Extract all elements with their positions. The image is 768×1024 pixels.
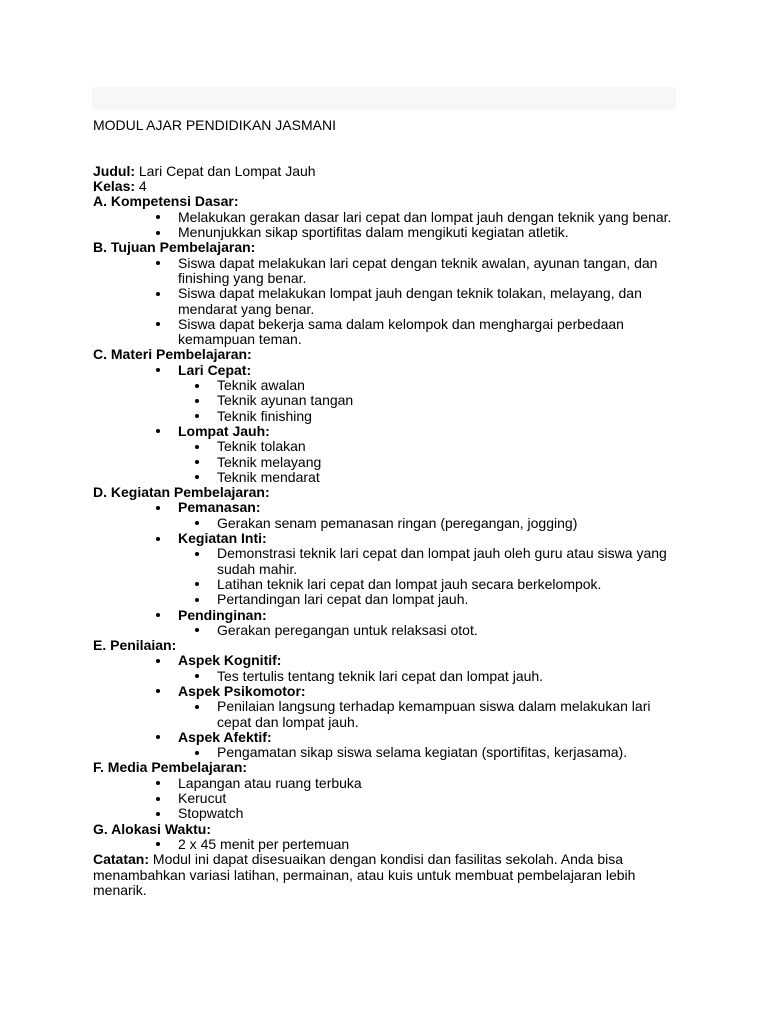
list-item: Stopwatch [178,806,683,821]
list-item: Gerakan senam pemanasan ringan (peregangan, jogging) [217,516,683,531]
list-item [178,684,683,730]
judul-value: Lari Cepat dan Lompat Jauh [135,162,316,179]
list-item: Demonstrasi teknik lari cepat dan lompat jauh oleh guru atau siswa yang sudah mahir. [217,546,683,577]
list-item: Siswa dapat melakukan lari cepat dengan teknik awalan, ayunan tangan, dan finishing yang benar. [178,256,683,287]
list-item: Latihan teknik lari cepat dan lompat jauh secara berkelompok. [217,577,683,592]
section-heading-tujuan: B. Tujuan Pembelajaran: [93,239,256,256]
inti-list [217,546,683,607]
psikomotor-label: Aspek Psikomotor: [178,682,306,699]
kompetensi-list [178,210,683,241]
list-item: Teknik tolakan [217,439,683,454]
psikomotor-list [217,699,683,730]
list-item: 2 x 45 menit per pertemuan [178,837,683,852]
pemanasan-list [217,516,683,531]
afektif-label: Aspek Afektif: [178,728,272,745]
list-item [178,531,683,607]
list-item [178,608,683,639]
kelas-line [93,179,683,194]
catatan-text: Modul ini dapat disesuaikan dengan kondisi dan fasilitas sekolah. Anda bisa menambahkan variasi latihan, permainan, atau kuis untuk membuat pembelajaran lebih menarik. [93,851,636,898]
inti-label: Kegiatan Inti: [178,530,267,547]
list-item: Siswa dapat melakukan lompat jauh dengan teknik tolakan, melayang, dan mendarat yang benar. [178,286,683,317]
list-item: Teknik awalan [217,378,683,393]
materi-list [178,363,683,485]
list-item [178,424,683,485]
list-item [178,730,683,761]
list-item [178,653,683,684]
section-heading-penilaian: E. Penilaian: [93,637,177,654]
judul-line [93,164,683,179]
materi-lompat-label: Lompat Jauh: [178,422,270,439]
kegiatan-list [178,500,683,638]
list-item: Pengamatan sikap siswa selama kegiatan (sportifitas, kerjasama). [217,745,683,760]
kognitif-list [217,669,683,684]
list-item: Penilaian langsung terhadap kemampuan siswa dalam melakukan lari cepat dan lompat jauh. [217,699,683,730]
section-heading-alokasi: G. Alokasi Waktu: [93,820,211,837]
section-heading-media: F. Media Pembelajaran: [93,759,248,776]
kelas-label: Kelas: [93,178,136,195]
list-item: Melakukan gerakan dasar lari cepat dan lompat jauh dengan teknik yang benar. [178,210,683,225]
section-heading-kompetensi: A. Kompetensi Dasar: [93,193,239,210]
materi-lari-label: Lari Cepat: [178,361,252,378]
pendinginan-label: Pendinginan: [178,606,267,623]
list-item: Pertandingan lari cepat dan lompat jauh. [217,592,683,607]
document-title: MODUL AJAR PENDIDIKAN JASMANI [93,117,336,133]
section-heading-materi: C. Materi Pembelajaran: [93,346,252,363]
afektif-list [217,745,683,760]
list-item: Teknik ayunan tangan [217,393,683,408]
document-content [93,118,683,898]
judul-label: Judul: [93,162,135,179]
document-header-bar [92,87,676,110]
list-item: Menunjukkan sikap sportifitas dalam mengikuti kegiatan atletik. [178,225,683,240]
list-item: Tes tertulis tentang teknik lari cepat dan lompat jauh. [217,669,683,684]
catatan-paragraph [93,852,653,898]
list-item: Teknik melayang [217,455,683,470]
section-heading-kegiatan: D. Kegiatan Pembelajaran: [93,484,270,501]
alokasi-list [178,837,683,852]
materi-lari-list [217,378,683,424]
penilaian-list [178,653,683,760]
spacer [93,133,683,164]
kelas-value: 4 [135,178,147,195]
pemanasan-label: Pemanasan: [178,499,261,516]
list-item [178,500,683,531]
list-item [178,363,683,424]
pendinginan-list [217,623,683,638]
catatan-label: Catatan: [93,851,150,868]
list-item: Kerucut [178,791,683,806]
list-item: Siswa dapat bekerja sama dalam kelompok dan menghargai perbedaan kemampuan teman. [178,317,683,348]
materi-lompat-list [217,439,683,485]
list-item: Gerakan peregangan untuk relaksasi otot. [217,623,683,638]
media-list [178,776,683,822]
kognitif-label: Aspek Kognitif: [178,652,282,669]
list-item: Lapangan atau ruang terbuka [178,776,683,791]
list-item: Teknik mendarat [217,470,683,485]
list-item: Teknik finishing [217,409,683,424]
tujuan-list [178,256,683,348]
